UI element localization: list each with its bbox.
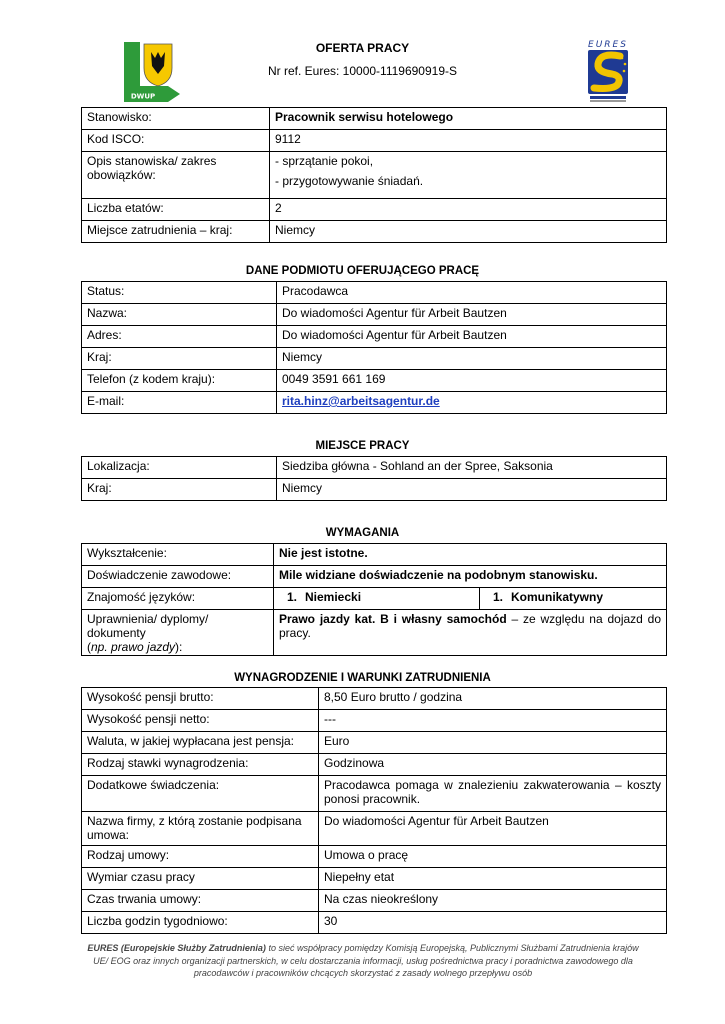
language-level-value: Komunikatywny — [511, 590, 604, 604]
salary-currency-value: Euro — [319, 732, 667, 754]
languages-label: Znajomość języków: — [82, 588, 274, 610]
table-row — [82, 610, 667, 656]
table-row — [82, 588, 667, 610]
salary-rate-type-label: Rodzaj stawki wynagrodzenia: — [82, 754, 319, 776]
page-title: OFERTA PRACY — [315, 41, 410, 55]
eures-logo — [580, 38, 636, 104]
table-row — [82, 457, 667, 479]
footer-note — [80, 942, 646, 980]
offer-country-value: Niemcy — [270, 221, 667, 243]
offer-country-label: Miejsce zatrudnienia – kraj: — [82, 221, 270, 243]
salary-company-label: Nazwa firmy, z którą zostanie podpisana umowa: — [82, 812, 319, 846]
table-row — [82, 479, 667, 501]
offer-duties-label: Opis stanowiska/ zakres obowiązków: — [82, 152, 270, 199]
licenses-value-bold: Prawo jazdy kat. B i własny samochód — [279, 612, 507, 626]
employer-section-title: DANE PODMIOTU OFERUJĄCEGO PRACĘ — [245, 265, 480, 277]
language-value: Niemiecki — [305, 590, 362, 604]
licenses-label: Uprawnienia/ dyplomy/ dokumenty — [87, 612, 209, 640]
table-row — [82, 199, 667, 221]
employer-email-label: E-mail: — [82, 392, 277, 414]
workplace-table — [81, 456, 667, 501]
salary-net-label: Wysokość pensji netto: — [82, 710, 319, 732]
table-row — [82, 544, 667, 566]
salary-benefits-value: Pracodawca pomaga w znalezieniu zakwaterowania – koszty ponosi pracownik. — [319, 776, 667, 812]
salary-working-time-value: Niepełny etat — [319, 868, 667, 890]
salary-rate-type-value: Godzinowa — [319, 754, 667, 776]
salary-duration-label: Czas trwania umowy: — [82, 890, 319, 912]
experience-value: Mile widziane doświadczenie na podobnym stanowisku. — [274, 566, 667, 588]
table-row — [82, 868, 667, 890]
salary-gross-label: Wysokość pensji brutto: — [82, 688, 319, 710]
offer-table — [81, 107, 667, 243]
table-row — [82, 710, 667, 732]
footer-bold: EURES (Europejskie Służby Zatrudnienia) — [87, 943, 266, 953]
employer-address-value: Do wiadomości Agentur für Arbeit Bautzen — [277, 326, 667, 348]
table-row — [82, 152, 667, 199]
salary-hours-label: Liczba godzin tygodniowo: — [82, 912, 319, 934]
table-row — [82, 754, 667, 776]
salary-working-time-label: Wymiar czasu pracy — [82, 868, 319, 890]
licenses-label-example: np. prawo jazdy — [91, 640, 176, 654]
salary-section-title: WYNAGRODZENIE I WARUNKI ZATRUDNIENIA — [234, 672, 491, 684]
offer-positions-count-label: Liczba etatów: — [82, 199, 270, 221]
offer-position-label: Stanowisko: — [82, 108, 270, 130]
requirements-section-title: WYMAGANIA — [325, 527, 400, 539]
table-row — [82, 326, 667, 348]
salary-table — [81, 687, 667, 934]
reference-number: Nr ref. Eures: 10000-1119690919-S — [267, 64, 457, 78]
salary-duration-value: Na czas nieokreślony — [319, 890, 667, 912]
language-level-number: 1. — [492, 590, 503, 604]
licenses-value-rest: – ze względu na dojazd do pracy. — [279, 612, 661, 640]
table-row — [82, 304, 667, 326]
employer-name-value: Do wiadomości Agentur für Arbeit Bautzen — [277, 304, 667, 326]
table-row — [82, 348, 667, 370]
table-row — [82, 846, 667, 868]
salary-benefits-label: Dodatkowe świadczenia: — [82, 776, 319, 812]
employer-status-value: Pracodawca — [277, 282, 667, 304]
salary-currency-label: Waluta, w jakiej wypłacana jest pensja: — [82, 732, 319, 754]
offer-duty-2: - przygotowywanie śniadań. — [275, 174, 424, 188]
education-value: Nie jest istotne. — [274, 544, 667, 566]
requirements-table — [81, 543, 667, 656]
table-row — [82, 370, 667, 392]
table-row — [82, 108, 667, 130]
offer-position-value: Pracownik serwisu hotelowego — [270, 108, 667, 130]
table-row — [82, 130, 667, 152]
employer-phone-label: Telefon (z kodem kraju): — [82, 370, 277, 392]
offer-duty-1: - sprzątanie pokoi, — [275, 154, 374, 168]
workplace-section-title: MIEJSCE PRACY — [315, 440, 410, 452]
table-row — [82, 566, 667, 588]
employer-email-link[interactable]: rita.hinz@arbeitsagentur.de — [282, 394, 440, 408]
employer-name-label: Nazwa: — [82, 304, 277, 326]
table-row — [82, 912, 667, 934]
eures-logo-text: EURES — [588, 40, 628, 50]
employer-country-label: Kraj: — [82, 348, 277, 370]
employer-address-label: Adres: — [82, 326, 277, 348]
licenses-label-paren-open: ( — [87, 640, 91, 654]
workplace-country-value: Niemcy — [277, 479, 667, 501]
table-row — [82, 282, 667, 304]
workplace-location-label: Lokalizacja: — [82, 457, 277, 479]
table-row — [82, 688, 667, 710]
language-number: 1. — [286, 590, 297, 604]
education-label: Wykształcenie: — [82, 544, 274, 566]
salary-hours-value: 30 — [319, 912, 667, 934]
dwup-logo-text: DWUP — [130, 92, 156, 101]
employer-table — [81, 281, 667, 414]
table-row — [82, 812, 667, 846]
salary-net-value: --- — [319, 710, 667, 732]
employer-phone-value: 0049 3591 661 169 — [277, 370, 667, 392]
licenses-label-paren-close: ): — [175, 640, 183, 654]
table-row — [82, 732, 667, 754]
employer-country-value: Niemcy — [277, 348, 667, 370]
table-row — [82, 776, 667, 812]
table-row — [82, 890, 667, 912]
table-row — [82, 392, 667, 414]
offer-positions-count-value: 2 — [270, 199, 667, 221]
offer-isco-value: 9112 — [270, 130, 667, 152]
employer-status-label: Status: — [82, 282, 277, 304]
workplace-country-label: Kraj: — [82, 479, 277, 501]
footer-text: to sieć współpracy pomiędzy Komisją Europejską, Publicznymi Służbami Zatrudnienia krajów UE/ EOG oraz innych organizacji partnerskich, w celu dostarczania informacji, usług pośrednictwa pracy i poradnictwa zawodowego dla pracodawców i pracowników chcących skorzystać z zasady wolnego przepływu osób — [93, 943, 639, 978]
offer-isco-label: Kod ISCO: — [82, 130, 270, 152]
workplace-location-value: Siedziba główna - Sohland an der Spree, Saksonia — [277, 457, 667, 479]
experience-label: Doświadczenie zawodowe: — [82, 566, 274, 588]
salary-contract-type-value: Umowa o pracę — [319, 846, 667, 868]
table-row — [82, 221, 667, 243]
salary-gross-value: 8,50 Euro brutto / godzina — [319, 688, 667, 710]
salary-company-value: Do wiadomości Agentur für Arbeit Bautzen — [319, 812, 667, 846]
salary-contract-type-label: Rodzaj umowy: — [82, 846, 319, 868]
